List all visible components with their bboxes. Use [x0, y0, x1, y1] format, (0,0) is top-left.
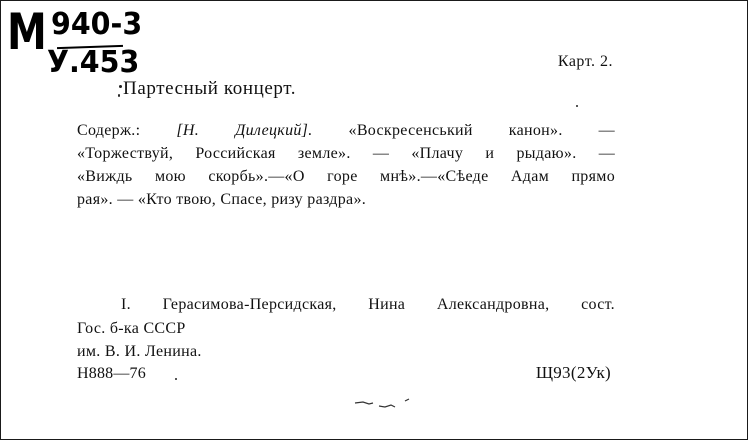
card-title: Партесный концерт.: [123, 78, 297, 99]
ink-speck: [118, 94, 120, 97]
library-name: Гос. б-ка СССР: [77, 320, 186, 337]
pencil-mark: [353, 397, 413, 411]
compiler-entry: I. Герасимова-Персидская, Нина Александровна, сост.: [121, 296, 615, 313]
contents-lead: Содерж.:: [77, 122, 141, 139]
contents-line-3: «Виждь мою скорбь».—«О горе мнѣ».—«Сѣеде Адам прямо: [77, 168, 615, 185]
contents-line-4: рая». — «Кто твою, Спасе, ризу раздра».: [77, 191, 367, 208]
contents-line-1: [77, 119, 615, 142]
card-number: Карт. 2.: [557, 53, 613, 70]
call-number-letter: М: [7, 3, 46, 61]
ink-speck: [576, 105, 578, 107]
ink-speck: [175, 378, 177, 380]
library-dedication: им. В. И. Ленина.: [77, 343, 202, 360]
call-number-bottom: У.453: [47, 45, 140, 80]
contents-note: [77, 119, 615, 211]
call-number-top: 940-3: [51, 7, 143, 42]
contents-author: [Н. Дилецкий].: [176, 122, 313, 139]
contents-line-2: «Торжествуй, Российская земле». — «Плачу и рыдаю». —: [77, 145, 615, 162]
classification-code: Щ93(2Ук): [535, 363, 611, 382]
contents-item: «Воскресенський канон». —: [312, 122, 615, 139]
ink-speck: [119, 85, 122, 88]
order-number: Н888—76: [77, 365, 146, 382]
